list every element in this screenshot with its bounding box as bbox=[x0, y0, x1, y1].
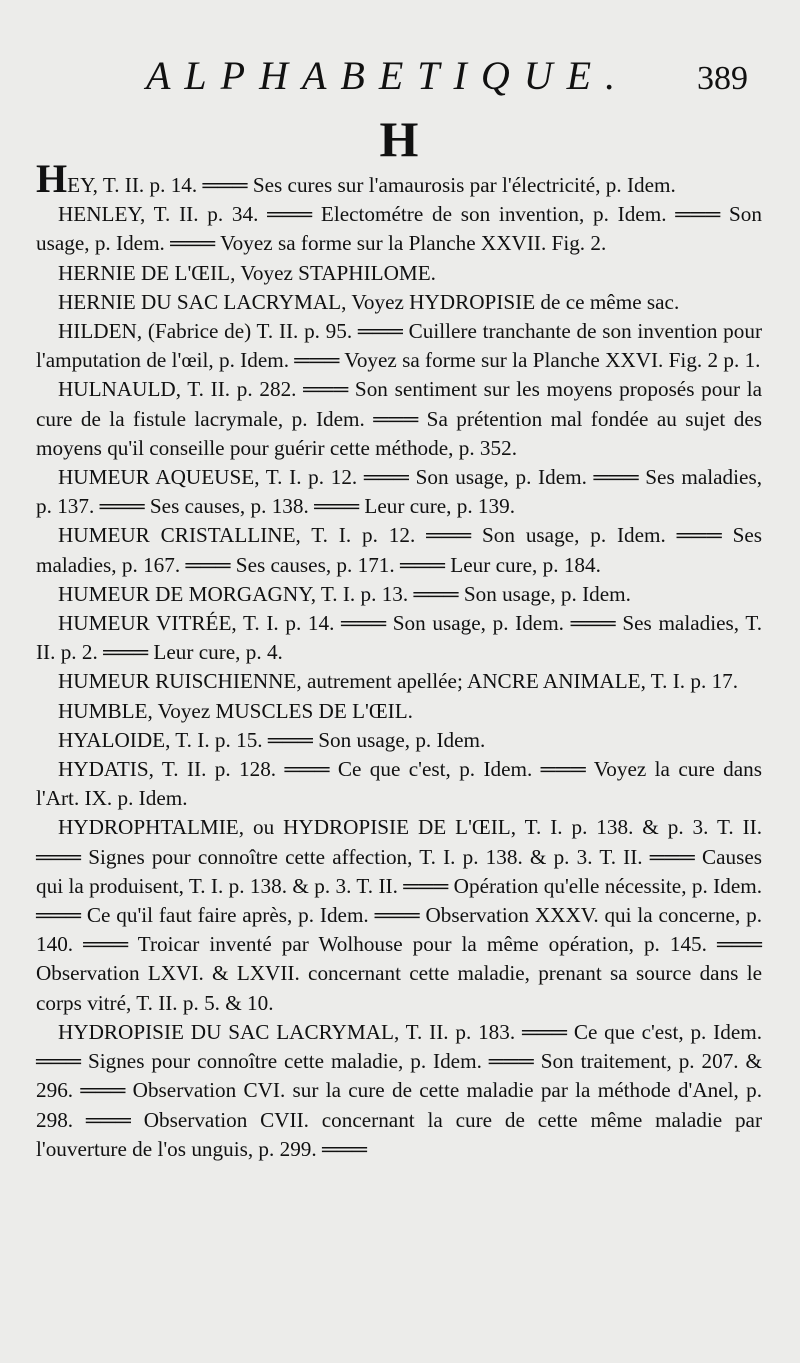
index-entry: HUMBLE, Voyez MUSCLES DE L'ŒIL. bbox=[58, 698, 413, 723]
entry-text: EY, T. II. p. 14. ═══ Ses cures sur l'amaurosis par l'électricité, p. Idem. bbox=[67, 173, 676, 197]
index-entry: HYDATIS, T. II. p. 128. ═══ Ce que c'est, p. Idem. ═══ Voyez la cure dans l'Art. IX. p. Idem. bbox=[36, 757, 762, 811]
index-entry: HYDROPISIE DU SAC LACRYMAL, T. II. p. 183. ═══ Ce que c'est, p. Idem. ═══ Signes pour connoître cette maladie, p. Idem. ═══ Son traitement, p. 207. & 296. ═══ Observation CVI. sur la cure de cette maladie par la méthode d'Anel, p. 298. ═══ Observation CVII. concernant la cure de cette même maladie par l'ouverture de l'os unguis, p. 299. ═══ bbox=[36, 1019, 762, 1161]
page-number: 389 bbox=[697, 60, 748, 97]
index-entry: HUMEUR DE MORGAGNY, T. I. p. 13. ═══ Son usage, p. Idem. bbox=[58, 581, 631, 606]
index-entry: HILDEN, (Fabrice de) T. II. p. 95. ═══ Cuillere tranchante de son invention pour l'amputation de l'œil, p. Idem. ═══ Voyez sa forme sur la Planche XXVI. Fig. 2 p. 1. bbox=[36, 319, 762, 373]
drop-cap: H bbox=[36, 156, 68, 201]
index-entry: HULNAULD, T. II. p. 282. ═══ Son sentiment sur les moyens proposés pour la cure de la fistule lacrymale, p. Idem. ═══ Sa prétention mal fondée au sujet des moyens qu'il conseille pour guérir cette méthode, p. 352. bbox=[36, 377, 762, 460]
index-entry: HENLEY, T. II. p. 34. ═══ Electométre de son invention, p. Idem. ═══ Son usage, p. Idem. ═══ Voyez sa forme sur la Planche XXVII. Fig. 2. bbox=[36, 202, 762, 256]
running-title: ALPHABETIQUE. bbox=[146, 53, 630, 98]
section-letter: H bbox=[379, 111, 419, 167]
index-entry: HERNIE DE L'ŒIL, Voyez STAPHILOME. bbox=[58, 260, 436, 285]
index-entry: HERNIE DU SAC LACRYMAL, Voyez HYDROPISIE de ce même sac. bbox=[58, 289, 680, 314]
index-entry: HUMEUR VITRÉE, T. I. p. 14. ═══ Son usage, p. Idem. ═══ Ses maladies, T. II. p. 2. ═══ Leur cure, p. 4. bbox=[36, 611, 762, 665]
index-entry: HUMEUR RUISCHIENNE, autrement apellée; ANCRE ANIMALE, T. I. p. 17. bbox=[58, 669, 739, 694]
page-header bbox=[36, 52, 762, 99]
index-entry: HYALOIDE, T. I. p. 15. ═══ Son usage, p. Idem. bbox=[58, 727, 486, 752]
index-entry: HUMEUR CRISTALLINE, T. I. p. 12. ═══ Son usage, p. Idem. ═══ Ses maladies, p. 167. ═══ Ses causes, p. 171. ═══ Leur cure, p. 184. bbox=[36, 523, 762, 577]
index-entries bbox=[36, 156, 762, 1164]
index-entry: HUMEUR AQUEUSE, T. I. p. 12. ═══ Son usage, p. Idem. ═══ Ses maladies, p. 137. ═══ Ses causes, p. 138. ═══ Leur cure, p. 139. bbox=[36, 465, 762, 519]
index-entry bbox=[36, 156, 762, 201]
index-entry: HYDROPHTALMIE, ou HYDROPISIE DE L'ŒIL, T. I. p. 138. & p. 3. T. II. ═══ Signes pour connoître cette affection, T. I. p. 138. & p. 3. T. II. ═══ Causes qui la produisent, T. I. p. 138. & p. 3. T. II. ═══ Opération qu'elle nécessite, p. Idem. ═══ Ce qu'il faut faire après, p. Idem. ═══ Observation XXXV. qui la concerne, p. 140. ═══ Troicar inventé par Wolhouse pour la même opération, p. 145. ═══ Observation LXVI. & LXVII. concernant cette maladie, prenant sa source dans le corps vitré, T. II. p. 5. & 10. bbox=[36, 815, 762, 1015]
